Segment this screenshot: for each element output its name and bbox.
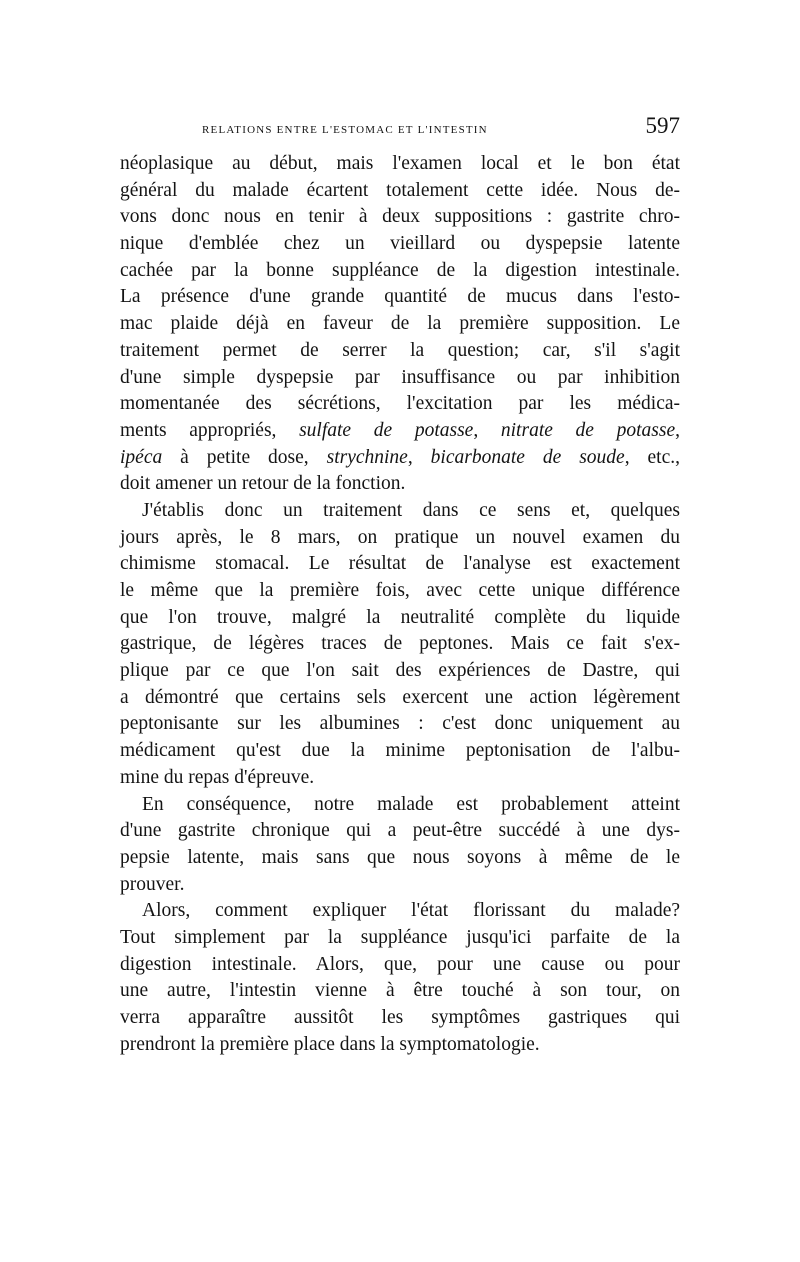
- text-segment: ,: [675, 419, 681, 441]
- text-line: [120, 711, 680, 738]
- text-line: [120, 258, 680, 285]
- italic-text: strychnine: [326, 446, 408, 468]
- text-line: [120, 178, 680, 205]
- text-segment: cachée par la bonne suppléance de la digestion intestinale.: [120, 259, 680, 281]
- text-line: [120, 204, 680, 231]
- text-segment: digestion intestinale. Alors, que, pour une cause ou pour: [120, 953, 680, 975]
- text-segment: jours après, le 8 mars, on pratique un nouvel examen du: [120, 526, 680, 548]
- text-line: [120, 525, 680, 552]
- text-line: [120, 445, 680, 472]
- text-line: [120, 765, 680, 792]
- text-line: [120, 151, 680, 178]
- text-segment: prouver.: [120, 873, 185, 895]
- text-segment: ments appropriés,: [120, 419, 300, 441]
- text-segment: prendront la première place dans la symptomatologie.: [120, 1033, 540, 1055]
- text-line: [120, 738, 680, 765]
- text-segment: néoplasique au début, mais l'examen local et le bon état: [120, 153, 680, 174]
- italic-text: sulfate de potasse: [299, 419, 474, 441]
- italic-text: nitrate de potasse: [500, 419, 676, 441]
- text-segment: pepsie latente, mais sans que nous soyons à même de le: [120, 846, 680, 868]
- text-line: [120, 792, 680, 819]
- body-text: [120, 151, 680, 1058]
- text-segment: que l'on trouve, malgré la neutralité complète du liquide: [120, 606, 680, 628]
- text-segment: ,: [407, 446, 431, 468]
- text-line: [120, 818, 680, 845]
- text-line: [120, 391, 680, 418]
- text-line: [120, 231, 680, 258]
- running-head: [120, 113, 680, 143]
- text-segment: a démontré que certains sels exercent une action légèrement: [120, 686, 680, 708]
- text-segment: une autre, l'intestin vienne à être touché à son tour, on: [120, 980, 680, 1002]
- text-segment: ,: [473, 419, 501, 441]
- text-line: [120, 605, 680, 632]
- text-line: [120, 471, 680, 498]
- text-segment: En conséquence, notre malade est probablement atteint: [142, 793, 680, 815]
- text-segment: plique par ce que l'on sait des expériences de Dastre, qui: [120, 660, 680, 682]
- text-line: [120, 1032, 680, 1059]
- text-segment: d'une simple dyspepsie par insuffisance ou par inhibition: [120, 366, 680, 388]
- running-title: relations entre l'estomac et l'intestin: [202, 121, 488, 137]
- text-line: [120, 952, 680, 979]
- text-line: [120, 578, 680, 605]
- text-segment: Alors, comment expliquer l'état florissant du malade?: [142, 900, 680, 922]
- text-line: [120, 631, 680, 658]
- italic-text: ipéca: [120, 446, 163, 468]
- text-line: [120, 418, 680, 445]
- text-line: [120, 685, 680, 712]
- text-line: [120, 1005, 680, 1032]
- text-segment: gastrique, de légères traces de peptones. Mais ce fait s'ex-: [120, 633, 680, 655]
- text-line: [120, 845, 680, 872]
- text-line: [120, 338, 680, 365]
- text-segment: peptonisante sur les albumines : c'est donc uniquement au: [120, 713, 680, 735]
- text-segment: à petite dose,: [162, 446, 327, 468]
- page-number: 597: [645, 113, 680, 138]
- text-segment: traitement permet de serrer la question; car, s'il s'agit: [120, 339, 680, 361]
- text-segment: verra apparaître aussitôt les symptômes gastriques qui: [120, 1007, 680, 1028]
- text-segment: momentanée des sécrétions, l'excitation par les médica-: [120, 393, 680, 415]
- text-segment: mine du repas d'épreuve.: [120, 766, 315, 788]
- text-segment: chimisme stomacal. Le résultat de l'analyse est exactement: [120, 553, 680, 575]
- text-line: [120, 925, 680, 952]
- text-line: [120, 898, 680, 925]
- text-line: [120, 311, 680, 338]
- text-segment: doit amener un retour de la fonction.: [120, 473, 406, 495]
- text-line: [120, 978, 680, 1005]
- italic-text: bicarbonate de soude: [430, 446, 625, 468]
- text-segment: d'une gastrite chronique qui a peut-être succédé à une dys-: [120, 820, 680, 842]
- text-segment: mac plaide déjà en faveur de la première supposition. Le: [120, 313, 680, 335]
- text-line: [120, 658, 680, 685]
- text-line: [120, 365, 680, 392]
- text-line: [120, 284, 680, 311]
- text-segment: le même que la première fois, avec cette unique différence: [120, 580, 680, 601]
- text-line: [120, 498, 680, 525]
- text-segment: nique d'emblée chez un vieillard ou dyspepsie latente: [120, 233, 680, 255]
- text-segment: général du malade écartent totalement cette idée. Nous de-: [120, 179, 680, 201]
- text-line: [120, 551, 680, 578]
- text-segment: J'établis donc un traitement dans ce sens et, quelques: [142, 499, 680, 521]
- text-segment: La présence d'une grande quantité de mucus dans l'esto-: [120, 286, 680, 308]
- text-segment: Tout simplement par la suppléance jusqu'ici parfaite de la: [120, 926, 680, 948]
- text-segment: , etc.,: [624, 446, 681, 468]
- text-segment: médicament qu'est due la minime peptonisation de l'albu-: [120, 740, 680, 762]
- text-line: [120, 872, 680, 899]
- text-segment: vons donc nous en tenir à deux suppositions : gastrite chro-: [120, 206, 680, 228]
